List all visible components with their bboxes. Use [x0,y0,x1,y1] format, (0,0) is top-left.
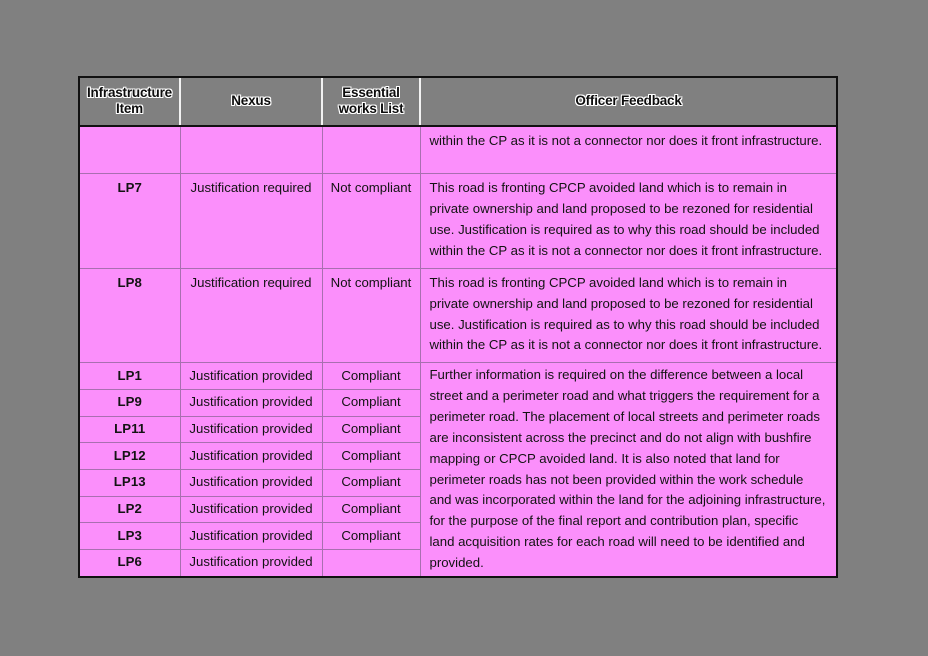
table-row [80,268,836,362]
table-row [80,126,836,174]
cell-infrastructure-item: LP11 [80,416,180,443]
officer-feedback-table [80,78,836,576]
cell-officer-feedback: This road is fronting CPCP avoided land which is to remain in private ownership and land proposed to be rezoned for residential use. Justification is required as to why this road should be included within the CP as it is not a connector nor does it front infrastructure. [420,174,836,268]
cell-nexus [180,126,322,174]
cell-nexus: Justification required [180,174,322,268]
cell-infrastructure-item: LP3 [80,523,180,550]
cell-officer-feedback: within the CP as it is not a connector nor does it front infrastructure. [420,126,836,174]
cell-infrastructure-item: LP7 [80,174,180,268]
cell-essential-works-list: Compliant [322,523,420,550]
header-essential-works-list: Essential works List [322,78,420,126]
cell-essential-works-list: Compliant [322,443,420,470]
header-nexus: Nexus [180,78,322,126]
cell-essential-works-list: Not compliant [322,268,420,362]
cell-nexus: Justification provided [180,469,322,496]
cell-officer-feedback-merged: Further information is required on the difference between a local street and a perimeter road and what triggers the requirement for a perimeter road. The placement of local streets and perimeter roads are inconsistent across the precinct and do not align with bushfire mapping or CPCP avoided land. It is also noted that land for perimeter roads has not been provided within the work schedule and was incorporated within the land for the adjoining infrastructure, for the purpose of the final report and contribution plan, specific land acquisition rates for each road will need to be identified and provided. [420,363,836,576]
cell-essential-works-list: Compliant [322,416,420,443]
cell-essential-works-list [322,126,420,174]
cell-nexus: Justification provided [180,496,322,523]
cell-nexus: Justification provided [180,363,322,390]
cell-infrastructure-item: LP1 [80,363,180,390]
cell-infrastructure-item: LP12 [80,443,180,470]
cell-nexus: Justification provided [180,389,322,416]
cell-essential-works-list: Not compliant [322,174,420,268]
cell-infrastructure-item: LP8 [80,268,180,362]
cell-officer-feedback: This road is fronting CPCP avoided land which is to remain in private ownership and land proposed to be rezoned for residential use. Justification is required as to why this road should be included within the CP as it is not a connector nor does it front infrastructure. [420,268,836,362]
feedback-table-container [78,76,838,578]
table-body [80,126,836,576]
cell-nexus: Justification required [180,268,322,362]
cell-infrastructure-item: LP6 [80,550,180,576]
cell-essential-works-list: Compliant [322,469,420,496]
cell-essential-works-list: Compliant [322,496,420,523]
cell-nexus: Justification provided [180,443,322,470]
cell-essential-works-list [322,550,420,576]
header-row [80,78,836,126]
cell-nexus: Justification provided [180,550,322,576]
cell-infrastructure-item: LP2 [80,496,180,523]
header-infrastructure-item: Infrastructure Item [80,78,180,126]
cell-nexus: Justification provided [180,523,322,550]
table-row [80,363,836,390]
cell-nexus: Justification provided [180,416,322,443]
cell-infrastructure-item: LP13 [80,469,180,496]
cell-essential-works-list: Compliant [322,389,420,416]
header-officer-feedback: Officer Feedback [420,78,836,126]
cell-infrastructure-item: LP9 [80,389,180,416]
cell-infrastructure-item [80,126,180,174]
table-row [80,174,836,268]
cell-essential-works-list: Compliant [322,363,420,390]
table-header [80,78,836,126]
